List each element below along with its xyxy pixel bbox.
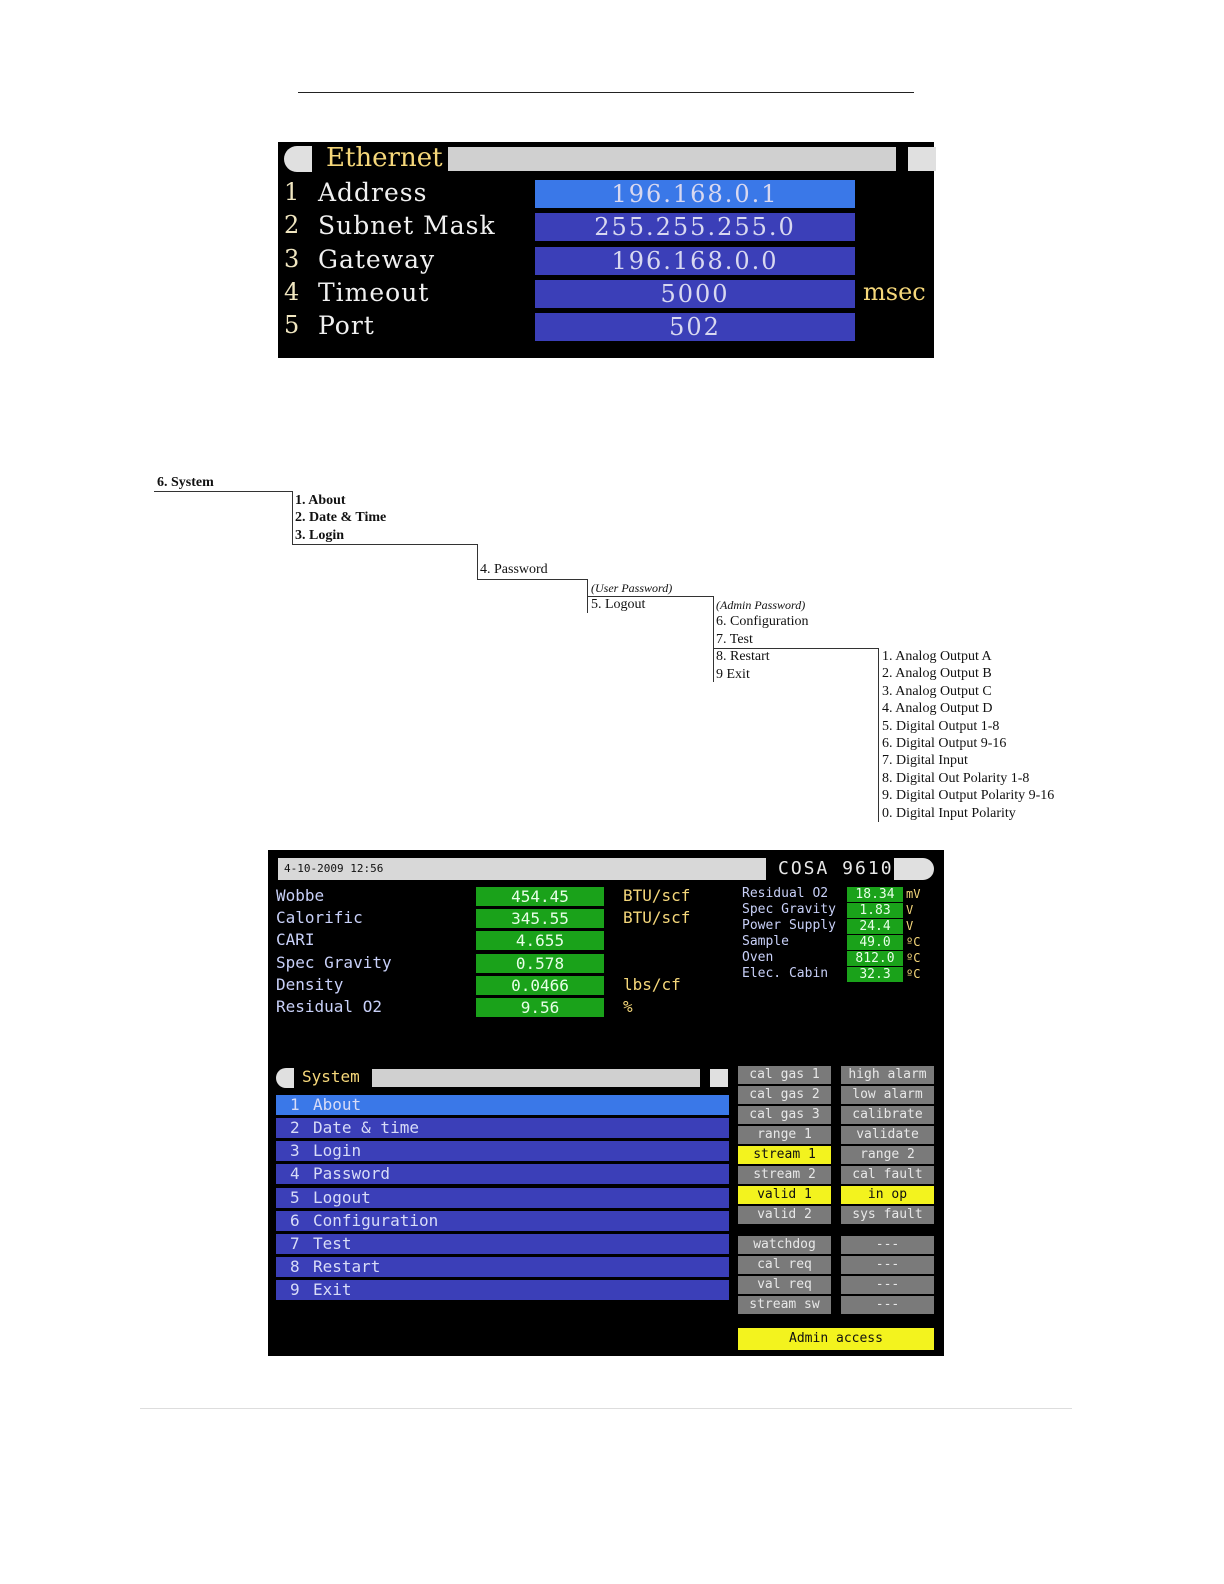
tree-item: 8. Restart: [716, 649, 770, 664]
status-indicator: range 2: [841, 1146, 934, 1164]
measure-value: 9.56: [476, 998, 604, 1017]
measure-value: 0.0466: [476, 976, 604, 995]
sensor-unit: ºC: [906, 951, 921, 965]
row-number: 2: [284, 211, 300, 239]
row-label: Subnet Mask: [318, 211, 496, 240]
menu-label: Exit: [313, 1280, 352, 1299]
menu-number: 6: [290, 1211, 300, 1230]
ethernet-row-subnet[interactable]: [278, 211, 934, 244]
title-cap: [276, 1068, 294, 1088]
menu-label: About: [313, 1095, 362, 1114]
tree-line: [154, 491, 292, 492]
ethernet-row-address[interactable]: [278, 178, 934, 211]
status-indicator: validate: [841, 1126, 934, 1144]
status-indicator: watchdog: [738, 1236, 831, 1254]
title-bar-fill: [372, 1069, 700, 1087]
status-indicator: calibrate: [841, 1106, 934, 1124]
sensor-unit: mV: [906, 887, 921, 901]
address-field[interactable]: 196.168.0.1: [535, 180, 855, 208]
sensor-label: Residual O2: [742, 886, 829, 901]
menu-item-configuration[interactable]: [276, 1211, 729, 1231]
status-indicator: cal gas 3: [738, 1106, 831, 1124]
measure-unit: BTU/scf: [623, 886, 691, 905]
tree-note: (Admin Password): [716, 598, 806, 612]
row-label: Timeout: [318, 278, 430, 307]
row-number: 1: [284, 178, 300, 206]
tree-item: 5. Logout: [591, 597, 646, 612]
sensor-value: 24.4: [847, 919, 903, 934]
timeout-field[interactable]: 5000: [535, 280, 855, 308]
row-label: Address: [318, 178, 428, 207]
tree-line: [713, 596, 714, 682]
status-indicator: low alarm: [841, 1086, 934, 1104]
status-indicator-active: in op: [841, 1186, 934, 1204]
status-indicator: valid 2: [738, 1206, 831, 1224]
tree-item: 4. Password: [480, 562, 548, 577]
status-indicator: stream sw: [738, 1296, 831, 1314]
header-cap: [894, 858, 934, 880]
menu-number: 8: [290, 1257, 300, 1276]
sensor-unit: ºC: [906, 935, 921, 949]
measure-unit: %: [623, 997, 633, 1016]
ethernet-row-port[interactable]: [278, 311, 934, 344]
tree-line: [477, 579, 587, 580]
tree-item: 0. Digital Input Polarity: [882, 806, 1016, 821]
tree-item: 1. About: [295, 493, 346, 508]
measure-value: 345.55: [476, 909, 604, 928]
status-indicator: val req: [738, 1276, 831, 1294]
system-menu-title-bar: [276, 1068, 730, 1088]
measure-label: Residual O2: [276, 997, 382, 1016]
measure-value: 4.655: [476, 931, 604, 950]
ethernet-row-timeout[interactable]: [278, 278, 934, 311]
status-indicator: cal fault: [841, 1166, 934, 1184]
subnet-mask-field[interactable]: 255.255.255.0: [535, 213, 855, 241]
status-indicator: cal gas 1: [738, 1066, 831, 1084]
menu-number: 3: [290, 1141, 300, 1160]
tree-item: 7. Digital Input: [882, 753, 968, 768]
measure-label: Spec Gravity: [276, 953, 392, 972]
menu-number: 9: [290, 1280, 300, 1299]
tree-item: 1. Analog Output A: [882, 649, 992, 664]
admin-access-badge: Admin access: [738, 1328, 934, 1350]
tree-item: 6. Digital Output 9-16: [882, 736, 1007, 751]
measure-unit: lbs/cf: [623, 975, 681, 994]
menu-number: 1: [290, 1095, 300, 1114]
tree-item: 6. Configuration: [716, 614, 809, 629]
tree-item: 3. Login: [295, 528, 345, 543]
bottom-rule: [140, 1408, 1072, 1409]
tree-root: 6. System: [157, 475, 214, 490]
measure-value: 0.578: [476, 954, 604, 973]
menu-item-test[interactable]: [276, 1234, 729, 1254]
measure-label: Calorific: [276, 908, 363, 927]
status-indicator: stream 2: [738, 1166, 831, 1184]
sensor-value: 1.83: [847, 903, 903, 918]
device-title: COSA 9610: [778, 858, 894, 879]
sensor-unit: V: [906, 919, 914, 933]
port-field[interactable]: 502: [535, 313, 855, 341]
tree-item: 7. Test: [716, 632, 753, 647]
tree-line: [292, 544, 477, 545]
ethernet-row-gateway[interactable]: [278, 245, 934, 278]
status-indicator: cal req: [738, 1256, 831, 1274]
sensor-value: 812.0: [847, 951, 903, 966]
gateway-field[interactable]: 196.168.0.0: [535, 247, 855, 275]
tree-item: 2. Analog Output B: [882, 666, 992, 681]
status-indicator: range 1: [738, 1126, 831, 1144]
cosa-screen: [268, 850, 944, 1356]
row-number: 4: [284, 278, 300, 306]
status-indicator-active: valid 1: [738, 1186, 831, 1204]
tree-item: 3. Analog Output C: [882, 684, 992, 699]
menu-item-exit[interactable]: [276, 1280, 729, 1300]
row-number: 5: [284, 311, 300, 339]
sensor-value: 18.34: [847, 887, 903, 902]
menu-label: Date & time: [313, 1118, 419, 1137]
system-menu-title: System: [302, 1067, 360, 1086]
status-indicator: sys fault: [841, 1206, 934, 1224]
status-indicator: ---: [841, 1276, 934, 1294]
menu-label: Password: [313, 1164, 391, 1183]
menu-number: 2: [290, 1118, 300, 1137]
menu-number: 4: [290, 1164, 300, 1183]
top-rule: [298, 92, 914, 93]
title-bar-square: [710, 1069, 728, 1087]
menu-number: 7: [290, 1234, 300, 1253]
sensor-value: 49.0: [847, 935, 903, 950]
menu-label: Logout: [313, 1188, 371, 1207]
menu-item-restart[interactable]: [276, 1257, 729, 1277]
row-label: Gateway: [318, 245, 436, 274]
status-indicator: cal gas 2: [738, 1086, 831, 1104]
title-bar-square: [908, 147, 936, 171]
menu-label: Restart: [313, 1257, 381, 1276]
menu-item-password[interactable]: [276, 1164, 729, 1184]
menu-item-login[interactable]: [276, 1141, 729, 1161]
title-cap: [284, 146, 312, 172]
measure-label: Wobbe: [276, 886, 325, 905]
tree-item: 4. Analog Output D: [882, 701, 993, 716]
tree-item: 9. Digital Output Polarity 9-16: [882, 788, 1055, 803]
status-indicator-active: stream 1: [738, 1146, 831, 1164]
status-indicator: ---: [841, 1296, 934, 1314]
sensor-unit: ºC: [906, 967, 921, 981]
menu-number: 5: [290, 1188, 300, 1207]
tree-line: [292, 491, 293, 544]
tree-line: [878, 648, 879, 822]
timeout-unit: msec: [863, 278, 926, 306]
tree-item: 5. Digital Output 1-8: [882, 719, 1000, 734]
measure-label: CARI: [276, 930, 315, 949]
menu-item-logout[interactable]: [276, 1188, 729, 1208]
sensor-label: Oven: [742, 950, 774, 965]
datetime-bar: 4-10-2009 12:56: [278, 858, 766, 880]
measure-unit: BTU/scf: [623, 908, 691, 927]
tree-item: 2. Date & Time: [295, 510, 387, 525]
tree-item: 9 Exit: [716, 667, 750, 682]
row-label: Port: [318, 311, 375, 340]
measure-value: 454.45: [476, 887, 604, 906]
ethernet-panel: [278, 142, 934, 358]
menu-label: Test: [313, 1234, 352, 1253]
menu-item-date-time[interactable]: [276, 1118, 729, 1138]
row-number: 3: [284, 245, 300, 273]
status-indicator: ---: [841, 1236, 934, 1254]
sensor-label: Power Supply: [742, 918, 836, 933]
menu-item-about[interactable]: [276, 1095, 729, 1115]
measure-label: Density: [276, 975, 344, 994]
sensor-label: Sample: [742, 934, 789, 949]
ethernet-title-bar: [284, 145, 928, 173]
sensor-label: Spec Gravity: [742, 902, 836, 917]
title-bar-fill: [448, 147, 896, 171]
menu-label: Login: [313, 1141, 362, 1160]
tree-line: [477, 544, 478, 579]
tree-note: (User Password): [591, 581, 673, 595]
tree-item: 8. Digital Out Polarity 1-8: [882, 771, 1030, 786]
sensor-unit: V: [906, 903, 914, 917]
ethernet-title: Ethernet: [326, 143, 443, 173]
status-indicator: ---: [841, 1256, 934, 1274]
sensor-value: 32.3: [847, 967, 903, 982]
status-indicator: high alarm: [841, 1066, 934, 1084]
menu-label: Configuration: [313, 1211, 439, 1230]
sensor-label: Elec. Cabin: [742, 966, 829, 981]
